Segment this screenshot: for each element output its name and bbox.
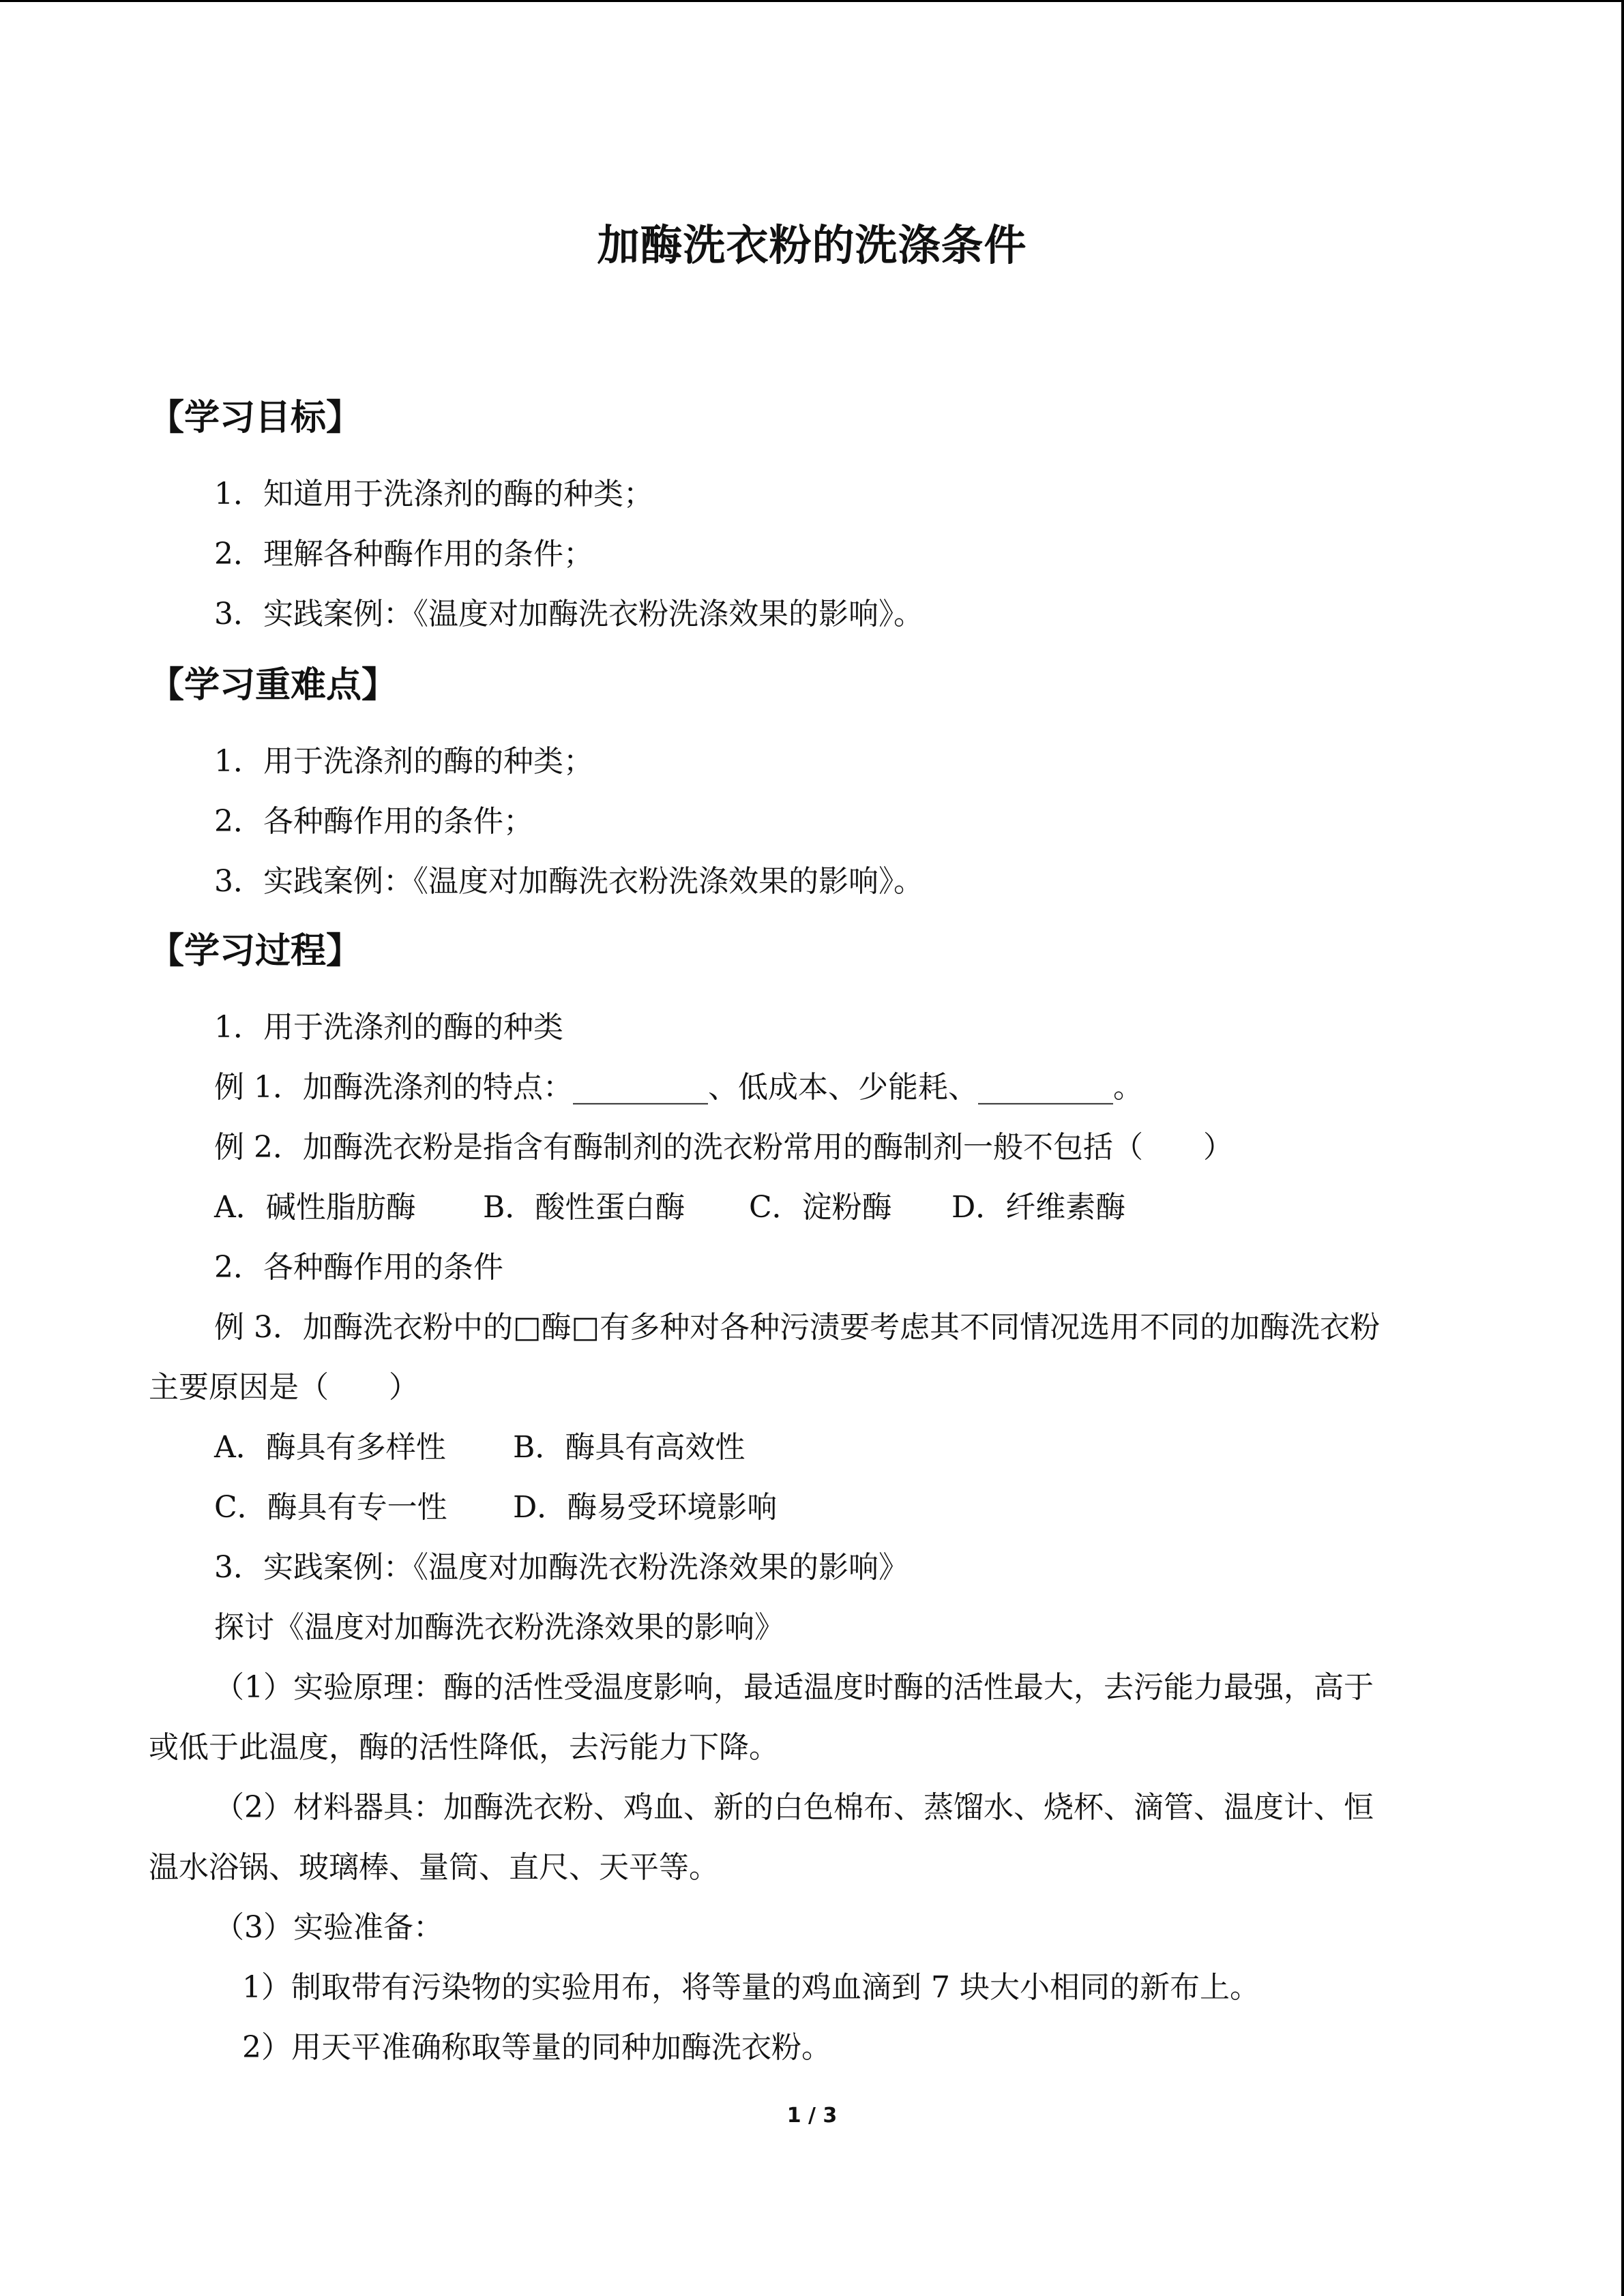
process-point-1: 1．用于洗涤剂的酶的种类 <box>214 1010 563 1045</box>
example-2-option-b: B．酸性蛋白酶 <box>483 1190 685 1225</box>
example-2-option-c: C．淀粉酶 <box>749 1190 892 1225</box>
example-2-option-a: A．碱性脂肪酶 <box>214 1190 416 1225</box>
example-2-option-d: D．纤维素酶 <box>951 1190 1126 1225</box>
page-number: 1 / 3 <box>786 2104 838 2128</box>
process-point-3: 3．实践案例：《温度对加酶洗衣粉洗涤效果的影响》 <box>214 1550 909 1585</box>
preparation-heading: （3）实验准备： <box>214 1910 443 1945</box>
discussion-title: 探讨《温度对加酶洗衣粉洗涤效果的影响》 <box>214 1610 784 1645</box>
heading-learning-process: 【学习过程】 <box>149 931 362 972</box>
preparation-step-2: 2）用天平准确称取等量的同种加酶洗衣粉。 <box>242 2030 831 2065</box>
preparation-step-1: 1）制取带有污染物的实验用布，将等量的鸡血滴到 7 块大小相同的新布上。 <box>242 1970 1260 2005</box>
goal-item-2: 2．理解各种酶作用的条件； <box>214 537 593 571</box>
example-3-option-a: A．酶具有多样性 <box>214 1430 446 1465</box>
example-3-option-d: D．酶易受环境影响 <box>513 1490 778 1525</box>
example-3-line-1: 例 3．加酶洗衣粉中的□酶□有多种对各种污渍要考虑其不同情况选用不同的加酶洗衣粉 <box>214 1310 1381 1345</box>
key-point-item-1: 1．用于洗涤剂的酶的种类； <box>214 744 593 779</box>
example-2: 例 2．加酶洗衣粉是指含有酶制剂的洗衣粉常用的酶制剂一般不包括（ ） <box>214 1130 1233 1165</box>
heading-learning-goals: 【学习目标】 <box>149 398 362 438</box>
page-top-border <box>0 0 1624 2</box>
principle-line-2: 或低于此温度，酶的活性降低，去污能力下降。 <box>149 1730 779 1765</box>
example-3-option-c: C．酶具有专一性 <box>214 1490 447 1525</box>
goal-item-1: 1．知道用于洗涤剂的酶的种类； <box>214 477 653 511</box>
key-point-item-3: 3．实践案例：《温度对加酶洗衣粉洗涤效果的影响》。 <box>214 864 924 899</box>
materials-line-1: （2）材料器具：加酶洗衣粉、鸡血、新的白色棉布、蒸馏水、烧杯、滴管、温度计、恒 <box>214 1790 1374 1825</box>
key-point-item-2: 2．各种酶作用的条件； <box>214 804 533 839</box>
materials-line-2: 温水浴锅、玻璃棒、量筒、直尺、天平等。 <box>149 1850 719 1885</box>
principle-line-1: （1）实验原理：酶的活性受温度影响，最适温度时酶的活性最大，去污能力最强，高于 <box>214 1670 1374 1705</box>
page-right-border <box>1621 0 1624 2296</box>
example-1: 例 1．加酶洗涤剂的特点：_________、低成本、少能耗、_________。 <box>214 1070 1143 1105</box>
goal-item-3: 3．实践案例：《温度对加酶洗衣粉洗涤效果的影响》。 <box>214 597 924 631</box>
example-3-option-b: B．酶具有高效性 <box>513 1430 745 1465</box>
document-title: 加酶洗衣粉的洗涤条件 <box>597 220 1027 270</box>
example-3-line-2: 主要原因是（ ） <box>149 1370 419 1405</box>
process-point-2: 2．各种酶作用的条件 <box>214 1250 503 1285</box>
heading-key-points: 【学习重难点】 <box>149 665 398 706</box>
